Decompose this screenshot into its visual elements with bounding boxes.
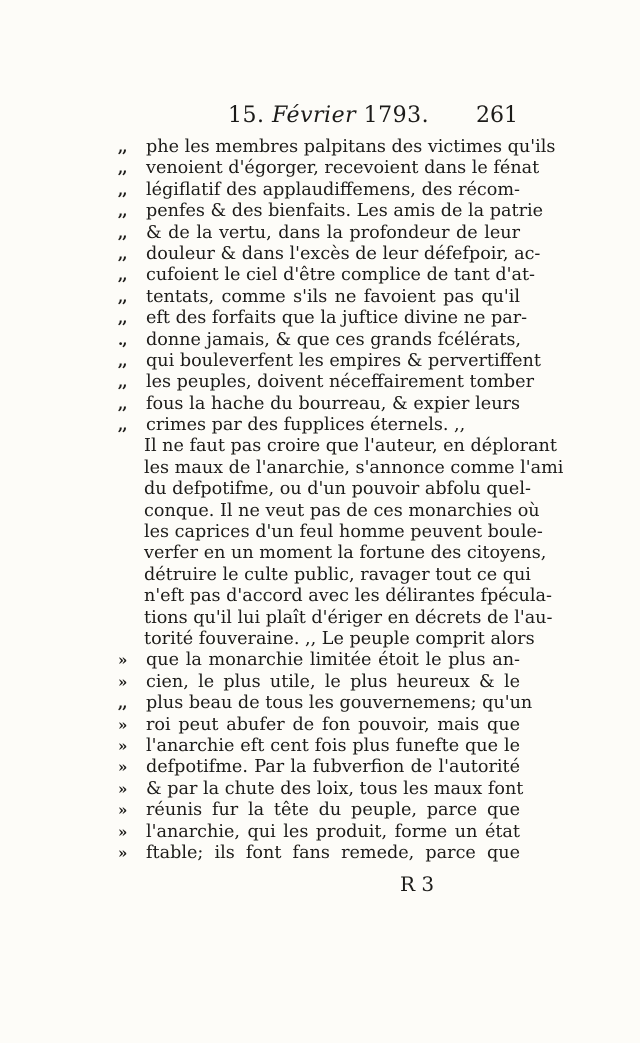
quote-mark: ,,	[118, 180, 127, 199]
line-text: réunis fur la tête du peuple, parce que	[146, 800, 520, 821]
text-line	[112, 607, 553, 629]
text-line	[112, 479, 531, 500]
text-line	[112, 715, 522, 736]
quote-mark: »	[118, 843, 127, 862]
line-text: venoient d'égorger, recevoient dans le fénat	[146, 158, 540, 179]
quote-mark: »	[118, 801, 127, 820]
text-line	[112, 628, 535, 650]
line-text: tions qu'il lui plaît d'ériger en décrets de l'au-	[144, 607, 553, 628]
line-text: verfer en un moment la fortune des citoyens,	[144, 543, 547, 564]
text-line	[112, 158, 540, 179]
quote-mark: ,,	[118, 138, 127, 156]
quote-mark: ,,	[118, 223, 127, 242]
quote-mark: ,,	[118, 373, 127, 392]
line-text: conque. Il ne veut pas de ces monarchies où	[144, 500, 540, 521]
line-text: que la monarchie limitée étoit le plus an-	[146, 650, 520, 671]
text-line	[112, 394, 522, 415]
text-line	[112, 457, 564, 479]
quote-mark: »	[118, 736, 127, 755]
text-line	[112, 500, 540, 522]
quote-mark: ,,	[118, 394, 127, 413]
line-text: & de la vertu, dans la profondeur de leur	[146, 222, 520, 243]
page-number: 261	[476, 103, 518, 128]
text-line	[112, 243, 541, 265]
quote-mark: »	[118, 715, 127, 734]
line-text: ftable; ils font fans remede, parce que	[146, 842, 520, 863]
text-line	[112, 180, 522, 201]
line-text: crimes par des fupplices éternels. ,,	[146, 415, 466, 436]
line-text: phe les membres palpitans des victimes qu'ils	[146, 137, 556, 157]
line-text: les maux de l'anarchie, s'annonce comme l'ami	[144, 457, 564, 478]
line-text: eft des forfaits que la juftice divine ne par-	[146, 308, 528, 329]
line-text: légiflatif des applaudiffemens, des récom-	[146, 179, 520, 200]
line-text: penfes & des bienfaits. Les amis de la patrie	[146, 201, 544, 222]
text-line	[112, 350, 541, 372]
text-line	[112, 522, 543, 543]
text-line	[112, 372, 534, 393]
text-line	[112, 543, 547, 564]
quote-mark: .,	[118, 330, 127, 349]
quote-mark: »	[118, 822, 127, 841]
quote-mark: ,,	[118, 159, 127, 178]
text-line	[112, 308, 528, 329]
line-text: fous la hache du bourreau, & expier leurs	[146, 393, 520, 414]
quote-mark: ,,	[118, 287, 127, 306]
quote-mark: »	[118, 758, 127, 777]
quote-mark: »	[118, 651, 127, 670]
text-line	[112, 800, 522, 821]
text-line	[112, 693, 533, 714]
line-text: douleur & dans l'excès de leur défefpoir, ac-	[146, 243, 541, 264]
quote-mark: ,,	[118, 351, 127, 370]
line-text: l'anarchie eft cent fois plus funefte que le	[146, 735, 520, 756]
running-head	[228, 103, 429, 128]
line-text: plus beau de tous les gouvernemens; qu'un	[146, 693, 533, 714]
line-text: Il ne faut pas croire que l'auteur, en déplorant	[144, 436, 557, 457]
text-line	[112, 843, 522, 864]
text-line	[112, 672, 522, 693]
line-text: les caprices d'un feul homme peuvent boule-	[144, 522, 543, 543]
line-text: qui bouleverfent les empires & pervertiffent	[146, 350, 541, 371]
running-head-day: 15.	[228, 103, 265, 128]
running-head-month: Février	[272, 103, 357, 128]
line-text: cien, le plus utile, le plus heureux & le	[146, 671, 520, 692]
text-line	[112, 265, 535, 286]
signature-mark: R 3	[400, 872, 435, 896]
line-text: les peuples, doivent néceffairement tomber	[146, 372, 534, 393]
text-line	[112, 736, 522, 757]
text-line	[112, 650, 522, 671]
text-line	[112, 586, 552, 607]
text-line	[112, 287, 522, 308]
quote-mark: »	[118, 779, 127, 798]
body-text	[112, 137, 564, 864]
line-text: tentats, comme s'ils ne favoient pas qu'il	[146, 286, 520, 307]
text-line	[112, 223, 522, 244]
running-head-year: 1793.	[363, 103, 430, 128]
line-text: & par la chute des loix, tous les maux font	[146, 778, 524, 799]
text-line	[112, 564, 531, 586]
text-line	[112, 137, 556, 158]
line-text: n'eft pas d'accord avec les délirantes fpécula-	[144, 586, 552, 607]
quote-mark: ,,	[118, 694, 127, 713]
text-line	[112, 415, 522, 436]
line-text: cufoient le ciel d'être complice de tant d'at-	[146, 265, 535, 286]
quote-mark: ,,	[118, 309, 127, 328]
quote-mark: ,,	[118, 416, 127, 435]
line-text: détruire le culte public, ravager tout ce qui	[144, 564, 531, 585]
line-text: l'anarchie, qui les produit, forme un état	[146, 821, 520, 842]
quote-mark: ,,	[118, 244, 127, 263]
line-text: roi peut abufer de fon pouvoir, mais que	[146, 714, 520, 735]
quote-mark: »	[118, 672, 127, 691]
line-text: torité fouveraine. ,, Le peuple comprit alors	[144, 628, 535, 649]
quote-mark: ,,	[118, 266, 127, 285]
text-line	[112, 779, 522, 800]
line-text: du defpotifme, ou d'un pouvoir abfolu quel-	[144, 479, 531, 500]
text-line	[112, 201, 544, 222]
line-text: donne jamais, & que ces grands fcélérats,	[146, 329, 522, 350]
text-line	[112, 757, 522, 778]
page-header	[0, 103, 640, 133]
text-line	[112, 330, 522, 351]
line-text: defpotifme. Par la fubverfion de l'autorité	[146, 757, 520, 778]
quote-mark: ,,	[118, 202, 127, 221]
text-line	[112, 436, 557, 457]
text-line	[112, 822, 522, 843]
